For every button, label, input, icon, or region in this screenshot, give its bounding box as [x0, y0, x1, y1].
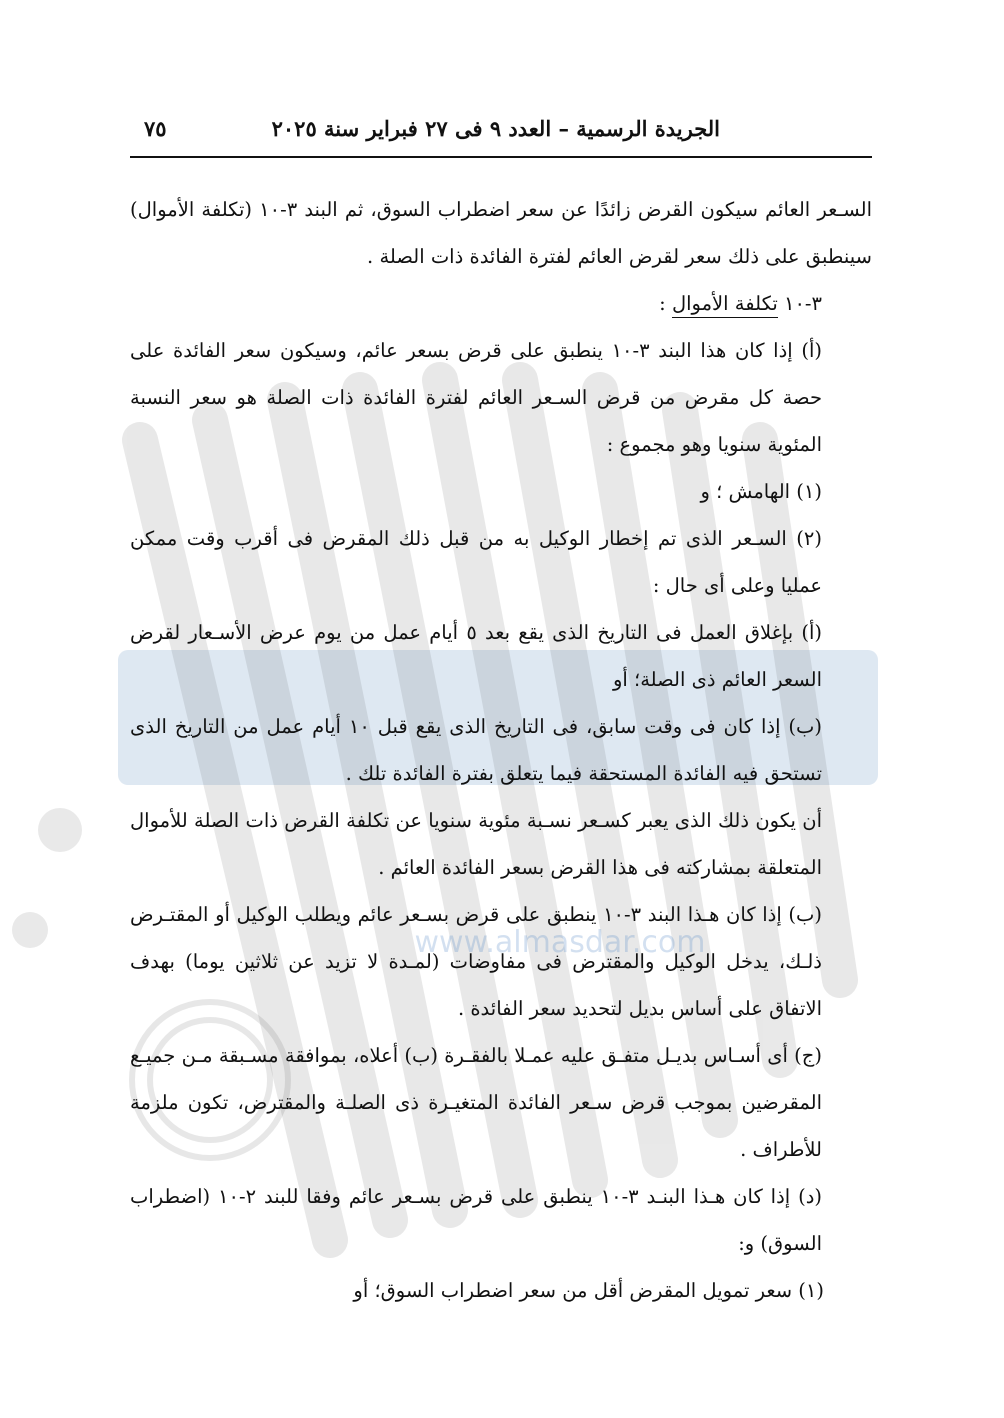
paragraph: (ب) إذا كان هـذا البند ٣-١٠ ينطبق على قرض بسـعر عائم ويطلب الوكيل أو المقتـرض ذلـك، يدخل الوكيل والمقترض فى مفاوضات (لمـدة لا تزيد عن ثلاثين يوما) بهدف الاتفاق على أساس بديل لتحديد سعر الفائدة .	[130, 903, 822, 1020]
section-title: تكلفة الأموال	[672, 292, 778, 318]
paragraph: أن يكون ذلك الذى يعبر كسـعر نسـبة مئوية سنويا عن تكلفة القرض ذات الصلة للأموال المتعلقة بمشاركته فى هذا القرض بسعر الفائدة العائم .	[130, 809, 822, 879]
section-heading	[130, 280, 872, 327]
list-item: (١) سعر تمويل المقرض أقل من سعر اضطراب السوق؛ أو	[353, 1279, 824, 1302]
paragraph: (أ) إذا كان هذا البند ٣-١٠ ينطبق على قرض بسعر عائم، وسيكون سعر الفائدة على حصة كل مقرض من قرض السـعر العائم لفترة الفائدة ذات الصلة هو سعر النسبة المئوية سنويا وهو مجموع :	[130, 339, 822, 456]
page-number: ٧٥	[144, 116, 167, 141]
paragraph: (ج) أى أسـاس بديـل متفـق عليه عمـلا بالفقـرة (ب) أعلاه، بموافقة مسـبقة مـن جميـع المقرضين بموجب قرض سـعر الفائدة المتغيـرة ذى الصلـة والمقترض، تكون ملزمة للأطراف .	[130, 1044, 822, 1161]
paragraph: السـعر العائم سيكون القرض زائدًا عن سعر اضطراب السوق، ثم البند ٣-١٠ (تكلفة الأموال) سينطبق على ذلك سعر لقرض العائم لفترة الفائدة ذات الصلة .	[130, 198, 872, 268]
paragraph: (د) إذا كان هـذا البنـد ٣-١٠ ينطبق على قرض بسـعر عائم وفقا للبند ٢-١٠ (اضطراب السوق) و:	[130, 1185, 823, 1255]
gazette-title: الجريدة الرسمية – العدد ٩ فى ٢٧ فبراير سنة ٢٠٢٥	[271, 116, 720, 141]
section-number: ٣-١٠	[783, 292, 822, 315]
list-item: (٢) السـعر الذى تم إخطار الوكيل به من قبل ذلك المقرض فى أقرب وقت ممكن عمليا وعلى أى حال :	[130, 527, 822, 597]
list-item: (١) الهامش ؛ و	[700, 480, 822, 503]
header-divider	[130, 156, 872, 158]
list-item: (ب) إذا كان فى وقت سابق، فى التاريخ الذى يقع قبل ١٠ أيام عمل من التاريخ الذى تستحق فيه الفائدة المستحقة فيما يتعلق بفترة الفائدة تلك .	[130, 715, 822, 785]
watermark-site-text: www.almasdar.com	[414, 925, 706, 960]
section-suffix: :	[659, 292, 666, 315]
list-item: (أ) بإغلاق العمل فى التاريخ الذى يقع بعد ٥ أيام عمل من يوم عرض الأسـعار لقرض السعر العائم ذى الصلة؛ أو	[130, 621, 822, 691]
page-header	[130, 112, 870, 154]
document-body	[130, 186, 872, 1314]
